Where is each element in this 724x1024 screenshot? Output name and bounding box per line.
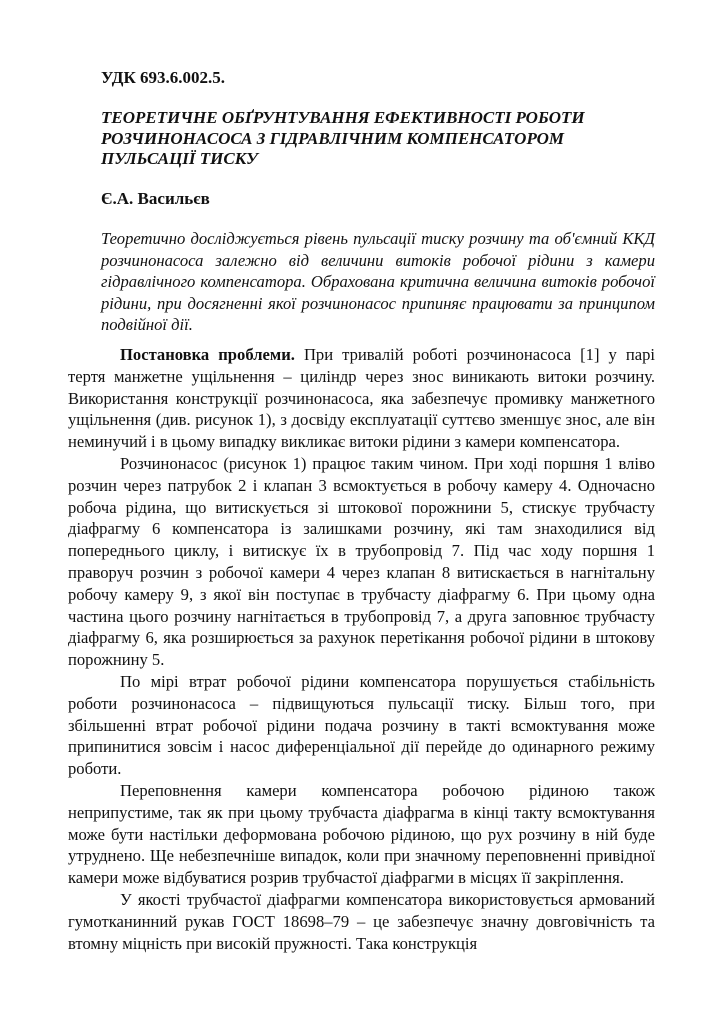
author-name: Є.А. Васильєв: [101, 189, 210, 208]
paper-title: [101, 108, 661, 170]
paragraph: [68, 453, 655, 671]
paragraph-text: У якості трубчастої діафрагми компенсатора використовується армований гумотканинний рукав ГОСТ 18698–79 – це забезпечує значну довговічність та втомну міцність при високій пружності. Така конструкція: [68, 889, 655, 953]
paragraph-text: При тривалій роботі розчинонасоса [1] у парі тертя манжетне ущільнення – циліндр через знос виникають витоки розчину. Використання конструкції розчинонасоса, яка забезпечує промивку манжетного ущільнення (див. рисунок 1), з досвіду експлуатації суттєво зменшує знос, але він неминучий і в цьому випадку викликає витоки рідини з камери компенсатора.: [68, 345, 655, 452]
paragraph-text: Переповнення камери компенсатора робочою рідиною також неприпустиме, так як при цьому трубчаста діафрагма в кінці такту всмоктування може бути настільки деформована робочою рідиною, що рух розчину в ній буде утруднено. Ще небезпечніше випадок, коли при значному переповненні привідної камери може відбуватися розрив трубчастої діафрагми в місцях її закріплення.: [68, 780, 655, 888]
paragraph-problem-statement: [68, 344, 655, 453]
body-text: [68, 344, 655, 954]
title-line: РОЗЧИНОНАСОСА З ГІДРАВЛІЧНИМ КОМПЕНСАТОРОМ: [101, 128, 564, 148]
paragraph: [68, 671, 655, 780]
section-lead: Постановка проблеми.: [120, 345, 295, 364]
paragraph: [68, 889, 655, 954]
paragraph-text: Розчинонасос (рисунок 1) працює таким чином. При ході поршня 1 вліво розчин через патрубок 2 і клапан 3 всмоктується в робочу камеру 4. Одночасно робоча рідина, що витискується зі штокової порожнини 5, стискує трубчасту діафрагму 6 компенсатора із залишками розчину, які там знаходилися від попереднього циклу, і витискує їх в трубопровід 7. Під час ходу поршня 1 праворуч розчин з робочої камери 4 через клапан 8 витискається в нагнітальну робочу камеру 9, з якої він поступає в трубчасту діафрагму 6. При цьому одна частина цього розчину нагнітається в трубопровід 7, а друга заповнює трубчасту діафрагму 6, яка розширюється за рахунок перетікання робочої рідини в штокову порожнину 5.: [68, 453, 655, 670]
paragraph: [68, 780, 655, 889]
abstract: Теоретично досліджується рівень пульсації тиску розчину та об'ємний ККД розчинонасоса залежно від величини витоків робочої рідини з камери гідравлічного компенсатора. Обрахована критична величина витоків робочої рідини, при досягненні якої розчинонасос припиняє працювати за принципом подвійної дії.: [101, 229, 655, 334]
paragraph-text: По мірі втрат робочої рідини компенсатора порушується стабільність роботи розчинонасоса – підвищуються пульсації тиску. Більш того, при збільшенні втрат робочої рідини подача розчину в такті всмоктування може припинитися зовсім і насос диференціальної дії перейде до одинарного режиму роботи.: [68, 671, 655, 779]
udc-code: УДК 693.6.002.5.: [101, 68, 226, 87]
title-line: ПУЛЬСАЦІЇ ТИСКУ: [101, 149, 258, 168]
title-line: ТЕОРЕТИЧНЕ ОБҐРУНТУВАННЯ ЕФЕКТИВНОСТІ РОБОТИ: [101, 108, 585, 127]
